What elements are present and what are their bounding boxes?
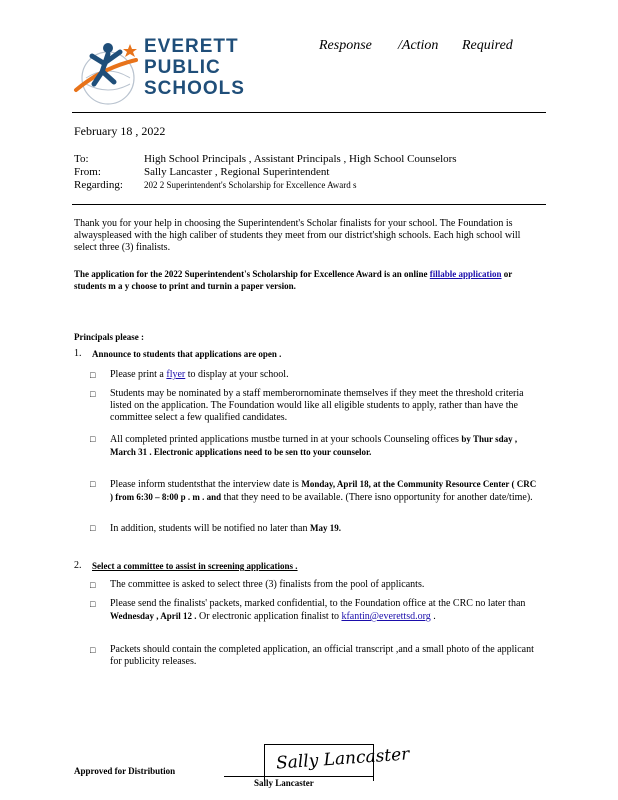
bullet-icon: □: [90, 370, 96, 380]
from-value: Sally Lancaster , Regional Superintendent: [144, 166, 330, 178]
memo-from: [74, 166, 329, 178]
to-value: High School Principals , Assistant Principals , High School Counselors: [144, 153, 457, 165]
logo-line: EVERETT: [144, 36, 239, 57]
list-item: [110, 369, 540, 381]
to-label: To:: [74, 153, 89, 165]
notify-date-text: May 19.: [309, 523, 341, 533]
header-rule: [72, 112, 546, 113]
fillable-application-link[interactable]: fillable application: [429, 269, 502, 279]
regarding-value: 202 2 Superintendent's Scholarship for Excellence Award s: [144, 180, 357, 190]
application-text-end: or students m a y choose to print and turnin a paper version.: [74, 269, 513, 291]
logo-line: SCHOOLS: [144, 78, 245, 99]
bullet-icon: □: [90, 580, 96, 590]
memo-to: [74, 153, 457, 165]
signature-image: Sally Lancaster: [275, 744, 410, 774]
deadline-text: by Thur sday , March 31 . Electronic applications need to be sen tto your counselor.: [110, 434, 518, 457]
bullet-icon: □: [90, 523, 96, 533]
section-2-title: Select a committee to assist in screening applications .: [92, 561, 298, 571]
item-text: Please print a: [110, 369, 164, 380]
packet-deadline-text: Wednesday , April 12 .: [110, 611, 197, 621]
logo-line: PUBLIC: [144, 57, 221, 78]
bullet-icon: □: [90, 645, 96, 655]
flyer-link[interactable]: flyer: [166, 369, 186, 380]
response-word: Response: [319, 38, 372, 53]
list-item: [110, 433, 540, 459]
regarding-label: Regarding:: [74, 179, 123, 191]
item-text: that they need to be available. (There isno opportunity for another date/time).: [223, 492, 533, 503]
item-text: Please inform studentsthat the interview date is: [110, 479, 299, 490]
bullet-icon: □: [90, 479, 96, 489]
application-paragraph: [74, 268, 542, 292]
item-text: In addition, students will be notified no later than: [110, 523, 308, 534]
memo-date: February 18 , 2022: [74, 124, 166, 138]
list-item: [110, 598, 540, 623]
item-text: All completed printed applications mustbe turned in at your schools Counseling offices: [110, 434, 459, 445]
interview-date-text: Monday, April 18, at the Community Resource Center ( CRC ) from 6:30 – 8:00 p . m . and: [110, 479, 537, 502]
email-link[interactable]: kfantin@everettsd.org: [341, 611, 431, 622]
logo-figure-icon: [72, 38, 142, 108]
required-word: Required: [462, 38, 513, 53]
application-text: The application for the 2022 Superintendent's Scholarship for Excellence Award is an online: [74, 269, 428, 279]
action-word: /Action: [398, 38, 439, 53]
list-item: [110, 522, 540, 535]
list-item: Students may be nominated by a staff memberornominate themselves if they meet the threshold criteria listed on the application. The Foundation would like all eligible students to apply, rather than have the committee select a few qualified candidates.: [110, 388, 524, 423]
section-1-number: 1.: [74, 348, 82, 359]
list-item: The committee is asked to select three (3) finalists from the pool of applicants.: [110, 579, 425, 590]
memo-regarding: [74, 179, 357, 191]
bullet-icon: □: [90, 434, 96, 444]
approved-label: Approved for Distribution: [74, 766, 176, 776]
district-logo: [72, 36, 252, 110]
item-text: .: [433, 611, 436, 622]
memo-rule: [72, 204, 546, 205]
bullet-icon: □: [90, 599, 96, 609]
intro-paragraph: Thank you for your help in choosing the Superintendent's Scholar finalists for your school. The Foundation is alwayspleased with the high caliber of students they meet from our district'shigh schools. Each high school will select three (3) finalists.: [74, 218, 521, 253]
from-label: From:: [74, 166, 101, 178]
list-item: [110, 478, 540, 504]
logo-text: [144, 36, 245, 99]
item-text: Please send the finalists' packets, marked confidential, to the Foundation office at the CRC no later than: [110, 598, 526, 609]
item-text: to display at your school.: [187, 369, 289, 380]
principals-label: Principals please :: [74, 332, 144, 342]
bullet-icon: □: [90, 389, 96, 399]
section-2-number: 2.: [74, 560, 82, 571]
section-1-title: Announce to students that applications are open .: [92, 349, 282, 359]
item-text: Or electronic application finalist to: [199, 611, 339, 622]
list-item: Packets should contain the completed application, an official transcript ,and a small photo of the applicant for publicity releases.: [110, 644, 534, 667]
signer-name: Sally Lancaster: [254, 778, 314, 788]
